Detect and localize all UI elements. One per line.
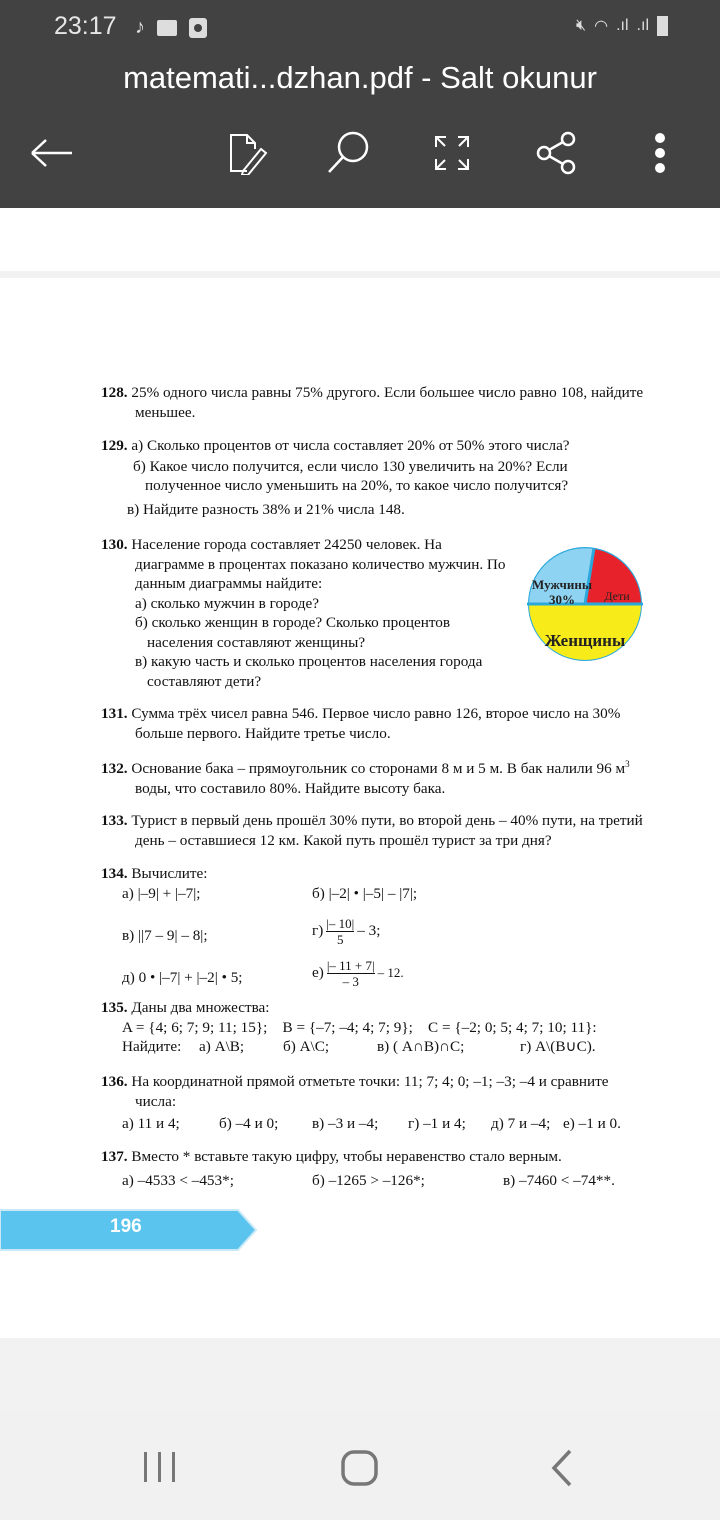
problem-number: 131.: [101, 705, 128, 722]
battery-icon: [657, 16, 668, 36]
problem-number: 134.: [101, 865, 128, 882]
sets-definition: A = {4; 6; 7; 9; 11; 15}; B = {–7; –4; 4; 7; 9}; C = {–2; 0; 5; 4; 7; 10; 11}:: [122, 1018, 597, 1036]
problem-text: а) Сколько процентов от числа составляет 20% от 50% этого числа?: [131, 437, 570, 454]
denominator: – 3: [342, 974, 359, 989]
problem-text: На координатной прямой отметьте точки: 11; 7; 4; 0; –1; –3; –4 и сравните числа:: [131, 1073, 609, 1110]
problem-item: г) –1 и 4;: [408, 1115, 466, 1132]
signal-icon: .ıl: [616, 17, 629, 34]
fullscreen-button[interactable]: [427, 128, 477, 178]
problem-item: д) 7 и –4;: [491, 1115, 551, 1132]
problem-item: б) |–2| • |–5| – |7|;: [312, 885, 418, 902]
problem-item: а) –4533 < –453*;: [122, 1172, 234, 1189]
home-button[interactable]: [340, 1449, 380, 1492]
problem-133: [101, 811, 646, 850]
problem-text: в) какую часть и сколько процентов населения города составляют дети?: [135, 653, 483, 690]
problem-text: в) Найдите разность 38% и 21% числа 148.: [127, 500, 405, 518]
problem-text: Турист в первый день прошёл 30% пути, во второй день – 40% пути, на третий день – оставшиеся 12 км. Какой путь прошёл турист за три дня?: [131, 812, 643, 849]
problem-number: 135.: [101, 999, 128, 1016]
search-button[interactable]: [323, 128, 373, 178]
recent-apps-icon: [140, 1450, 180, 1484]
problem-text: а) сколько мужчин в городе?: [135, 594, 320, 612]
problem-number: 132.: [101, 760, 128, 778]
problem-item: е) –1 и 0.: [563, 1115, 621, 1132]
problem-129: [101, 436, 646, 519]
pie-chart: [524, 545, 648, 663]
android-nav-bar: [0, 1412, 720, 1520]
fullscreen-icon: [432, 133, 472, 173]
problem-130: [101, 535, 514, 691]
search-icon: [325, 130, 371, 176]
problem-text: б) сколько женщин в городе? Сколько процентов населения составляют женщины?: [135, 614, 451, 651]
problem-132: [101, 755, 646, 798]
problem-text: Сумма трёх чисел равна 546. Первое число равно 126, второе число на 30% больше первого. Найдите третье число.: [131, 705, 621, 742]
label-children: Дети: [604, 589, 630, 603]
more-vertical-icon: [654, 131, 666, 175]
share-icon: [534, 131, 578, 175]
page-number-tab: [0, 1208, 258, 1252]
arrow-left-icon: [30, 138, 74, 168]
problem-text: б) Какое число получится, если число 130 увеличить на 20%? Если полученное число уменьшить на 20%, то какое число получится?: [133, 457, 569, 494]
recent-apps-button[interactable]: [140, 1450, 180, 1489]
problem-text: Найдите:: [122, 1038, 182, 1055]
fraction: [327, 958, 375, 989]
fraction: [326, 916, 354, 947]
item-label: г): [312, 921, 324, 939]
back-nav-button[interactable]: [548, 1448, 578, 1493]
problem-number: 137.: [101, 1148, 128, 1165]
document-title: matemati...dzhan.pdf - Salt okunur: [123, 60, 597, 95]
problem-item: а) A\B;: [199, 1038, 245, 1055]
label-men-percent: 30%: [549, 592, 575, 607]
previous-page: [0, 208, 720, 271]
app-header: [0, 0, 720, 208]
problem-number: 130.: [101, 536, 128, 553]
problem-number: 129.: [101, 437, 128, 454]
problem-item: д) 0 • |–7| + |–2| • 5;: [122, 969, 243, 986]
problem-item: в) –7460 < –74**.: [503, 1172, 615, 1189]
clock-app-icon: [189, 18, 207, 38]
page-number: 196: [110, 1216, 142, 1237]
problem-text: Вычислите:: [131, 865, 208, 882]
problem-item: [312, 958, 404, 989]
share-button[interactable]: [531, 128, 581, 178]
wifi-icon: ◠: [594, 18, 609, 35]
problem-number: 136.: [101, 1073, 128, 1090]
problem-item: б) –4 и 0;: [219, 1115, 279, 1132]
numerator: |– 11 + 7|: [326, 958, 375, 973]
home-icon: [340, 1449, 380, 1487]
item-label: е): [312, 963, 324, 981]
label-men: Мужчины: [532, 577, 592, 592]
problem-item: б) –1265 > –126*;: [312, 1172, 425, 1189]
item-tail: – 12.: [377, 964, 404, 980]
folder-icon: [157, 20, 177, 36]
edit-document-icon: [225, 131, 269, 175]
superscript: 3: [625, 759, 630, 769]
problem-135: [101, 998, 661, 1058]
problem-number: 128.: [101, 384, 128, 401]
problem-item: в) ||7 – 9| – 8|;: [122, 927, 208, 944]
status-time: 23:17: [54, 12, 117, 40]
problem-item: в) ( A∩B)∩C;: [377, 1038, 465, 1055]
edit-button[interactable]: [222, 128, 272, 178]
problem-text: Даны два множества:: [131, 999, 270, 1016]
problem-text: Вместо * вставьте такую цифру, чтобы неравенство стало верным.: [131, 1148, 562, 1165]
denominator: 5: [337, 932, 344, 947]
item-tail: – 3;: [357, 921, 381, 939]
more-options-button[interactable]: [635, 128, 685, 178]
problem-128: [101, 383, 646, 422]
problem-text: Население города составляет 24250 человек. На диаграмме в процентах показано количество мужчин. По данным диаграммы найдите:: [131, 536, 506, 592]
numerator: |– 10|: [326, 916, 355, 931]
signal-icon-2: .ıl: [636, 17, 649, 34]
tiktok-icon: ♪: [135, 16, 145, 38]
problem-item: [312, 916, 380, 947]
problem-item: б) A\C;: [283, 1038, 330, 1055]
problem-134: [101, 864, 646, 994]
problem-item: г) A\(B∪C).: [520, 1038, 596, 1055]
problem-item: в) –3 и –4;: [312, 1115, 379, 1132]
problem-137: [101, 1147, 646, 1191]
problem-item: а) 11 и 4;: [122, 1115, 180, 1132]
problem-text: воды, что составило 80%. Найдите высоту бака.: [135, 779, 446, 797]
problem-number: 133.: [101, 812, 128, 829]
back-button[interactable]: [27, 128, 77, 178]
problem-text: Основание бака – прямоугольник со сторонами 8 м и 5 м. В бак налили 96 м: [131, 760, 626, 778]
label-women: Женщины: [544, 631, 626, 650]
mute-icon: 🔇︎: [576, 17, 587, 34]
problem-136: [101, 1072, 646, 1136]
problem-text: 25% одного числа равны 75% другого. Если большее число равно 108, найдите меньшее.: [131, 384, 644, 421]
problem-131: [101, 704, 646, 743]
problem-item: а) |–9| + |–7|;: [122, 885, 201, 902]
chevron-left-icon: [548, 1448, 578, 1488]
